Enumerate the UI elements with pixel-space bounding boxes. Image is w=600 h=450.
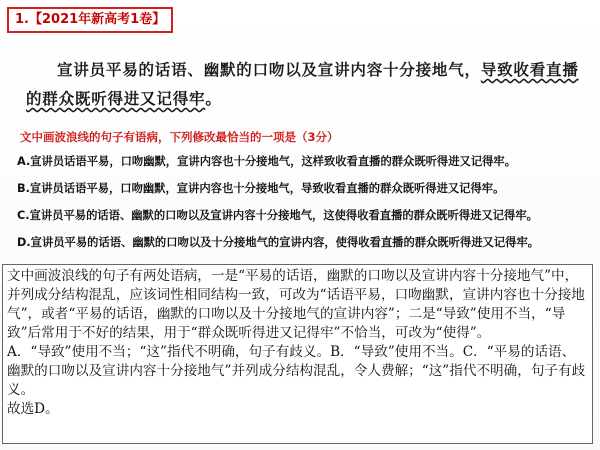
option-a: A.宣讲员话语平易，口吻幽默，宣讲内容也十分接地气，这样致收看直播的群众既听得进又记得牢。	[17, 155, 517, 168]
explanation-paragraph-2: A．“导致”使用不当；“这”指代不明确，句子有歧义。B．“导致”使用不当。C．“平易的话语、幽默的口吻以及宣讲内容十分接地气”并列成分结构混乱，令人费解；“这”指代不明确，句子有歧义。	[7, 344, 586, 398]
explanation-paragraph-1: 文中画波浪线的句子有两处语病，一是“平易的话语，幽默的口吻以及宣讲内容十分接地气”中，并列成分结构混乱，应该词性相同结构一致，可改为“话语平易，口吻幽默，宣讲内容也十分接地气”，或者“平易的话语，幽默的口吻以及十分接地气的宣讲内容”；二是“导致”使用不当，“导致”后常用于不好的结果，用于“群众既听得进又记得牢”不恰当，可改为“使得”。	[7, 268, 585, 341]
passage-sentence	[26, 55, 586, 113]
passage-wavy-underlined-text: 导致收看直播的群众既听得进又记得牢	[26, 60, 579, 108]
answer-options	[17, 154, 592, 262]
explanation-box	[2, 264, 593, 444]
option-c: C.宣讲员平易的话语、幽默的口吻以及宣讲内容十分接地气，这使得收看直播的群众既听得进又记得牢。	[17, 209, 538, 222]
passage-end-punctuation: 。	[205, 89, 222, 108]
explanation-conclusion: 故选D。	[7, 401, 59, 417]
passage-plain-text: 宣讲员平易的话语、幽默的口吻以及宣讲内容十分接地气，	[57, 60, 481, 79]
option-b: B.宣讲员话语平易，口吻幽默，宣讲内容也十分接地气，导致收看直播的群众既听得进又记得牢。	[17, 182, 505, 195]
question-prompt: 文中画波浪线的句子有语病，下列修改最恰当的一项是（3分）	[20, 130, 339, 144]
option-d: D.宣讲员平易的话语、幽默的口吻以及十分接地气的宣讲内容，使得收看直播的群众既听得进又记得牢。	[17, 236, 540, 249]
question-number-title: 1.【2021年新高考1卷】	[7, 7, 173, 33]
